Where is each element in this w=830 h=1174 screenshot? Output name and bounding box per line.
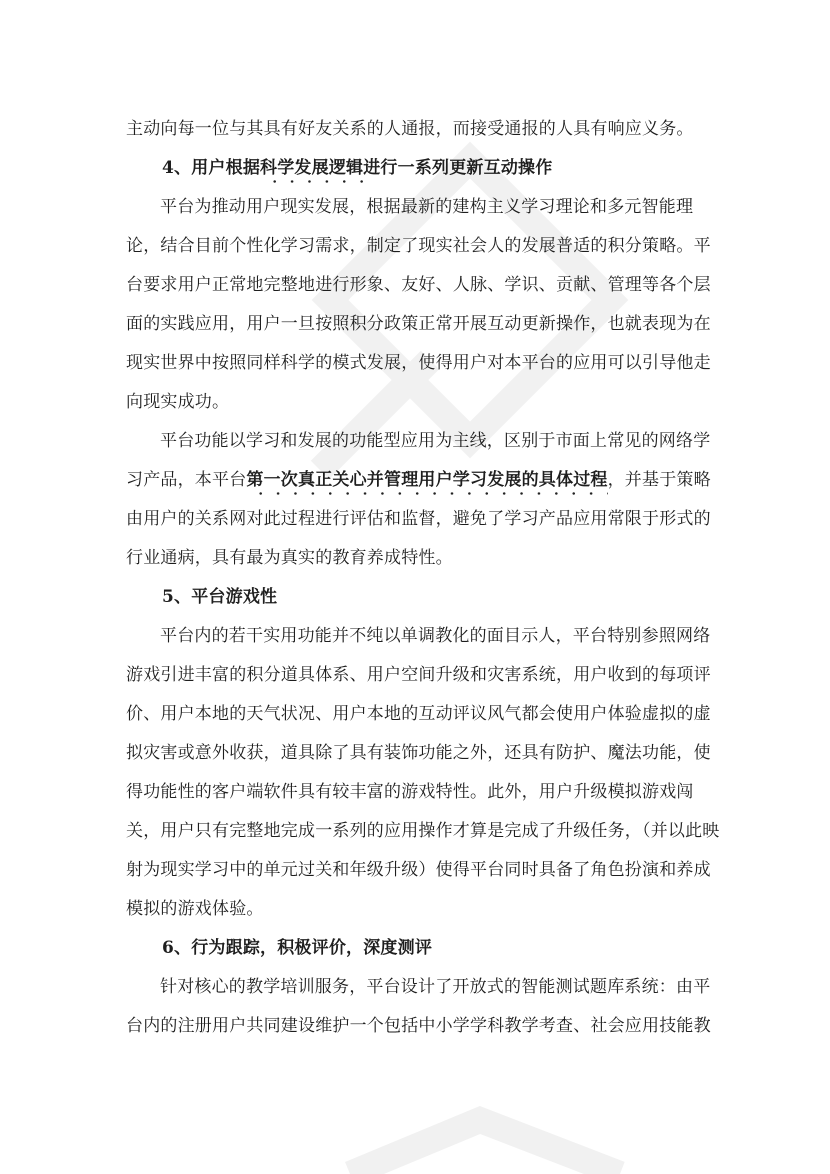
paragraph-line: 台内的注册用户共同建设维护一个包括中小学学科教学考查、社会应用技能教 <box>126 1016 711 1036</box>
paragraph-line: 得功能性的客户端软件具有较丰富的游戏特性。此外，用户升级模拟游戏闯 <box>126 782 694 802</box>
paragraph-line: 论，结合目前个性化学习需求，制定了现实社会人的发展普适的积分策略。平 <box>126 236 711 256</box>
paragraph-line: 模拟的游戏体验。 <box>126 899 264 919</box>
section-heading-4 <box>162 157 552 179</box>
text-segment: 习产品，本平台 <box>126 470 247 490</box>
paragraph-line: 行业通病，具有最为真实的教育养成特性。 <box>126 548 453 568</box>
paragraph-line: 平台为推动用户现实发展，根据最新的建构主义学习理论和多元智能理 <box>160 197 694 217</box>
text-segment: ，并基于策略 <box>607 470 711 490</box>
section-heading-6: 6、行为跟踪，积极评价，深度测评 <box>162 938 433 958</box>
paragraph-line: 向现实成功。 <box>126 392 230 412</box>
paragraph-line: 针对核心的教学培训服务，平台设计了开放式的智能测试题库系统：由平 <box>160 977 711 997</box>
section-heading-5: 5、平台游戏性 <box>162 587 278 607</box>
paragraph-line: 台要求用户正常地完整地进行形象、友好、人脉、学识、贡献、管理等各个层 <box>126 275 711 295</box>
emphasis-bold-dotted-text: 第一次真正关心并管理用户学习发展的具体过程 <box>246 470 607 496</box>
paragraph-line: 关，用户只有完整地完成一系列的应用操作才算是完成了升级任务，（并以此映 <box>126 821 720 841</box>
paragraph-line: 射为现实学习中的单元过关和年级升级）使得平台同时具备了角色扮演和养成 <box>126 860 711 880</box>
paragraph-line: 由用户的关系网对此过程进行评估和监督，避免了学习产品应用常限于形式的 <box>126 509 711 529</box>
paragraph-line: 拟灾害或意外收获，道具除了具有装饰功能之外，还具有防护、魔法功能，使 <box>126 743 711 763</box>
paragraph-line: 平台内的若干实用功能并不纯以单调教化的面目示人，平台特别参照网络 <box>160 626 711 646</box>
paragraph-line-mixed <box>126 469 711 491</box>
heading-suffix: 进行一系列更新互动操作 <box>363 158 553 178</box>
paragraph-line: 平台功能以学习和发展的功能型应用为主线，区别于市面上常见的网络学 <box>160 431 711 451</box>
emphasis-dotted-text: 科学发展逻辑 <box>260 158 363 184</box>
paragraph-line: 面的实践应用，用户一旦按照积分政策正常开展互动更新操作，也就表现为在 <box>126 314 711 334</box>
paragraph-line: 游戏引进丰富的积分道具体系、用户空间升级和灾害系统，用户收到的每项评 <box>126 665 711 685</box>
paragraph-line: 现实世界中按照同样科学的模式发展，使得用户对本平台的应用可以引导他走 <box>126 353 711 373</box>
paragraph-line: 价、用户本地的天气状况、用户本地的互动评议风气都会使用户体验虚拟的虚 <box>126 704 711 724</box>
paragraph-line: 主动向每一位与其具有好友关系的人通报，而接受通报的人具有响应义务。 <box>126 119 694 139</box>
heading-prefix: 4、用户根据 <box>162 158 261 178</box>
